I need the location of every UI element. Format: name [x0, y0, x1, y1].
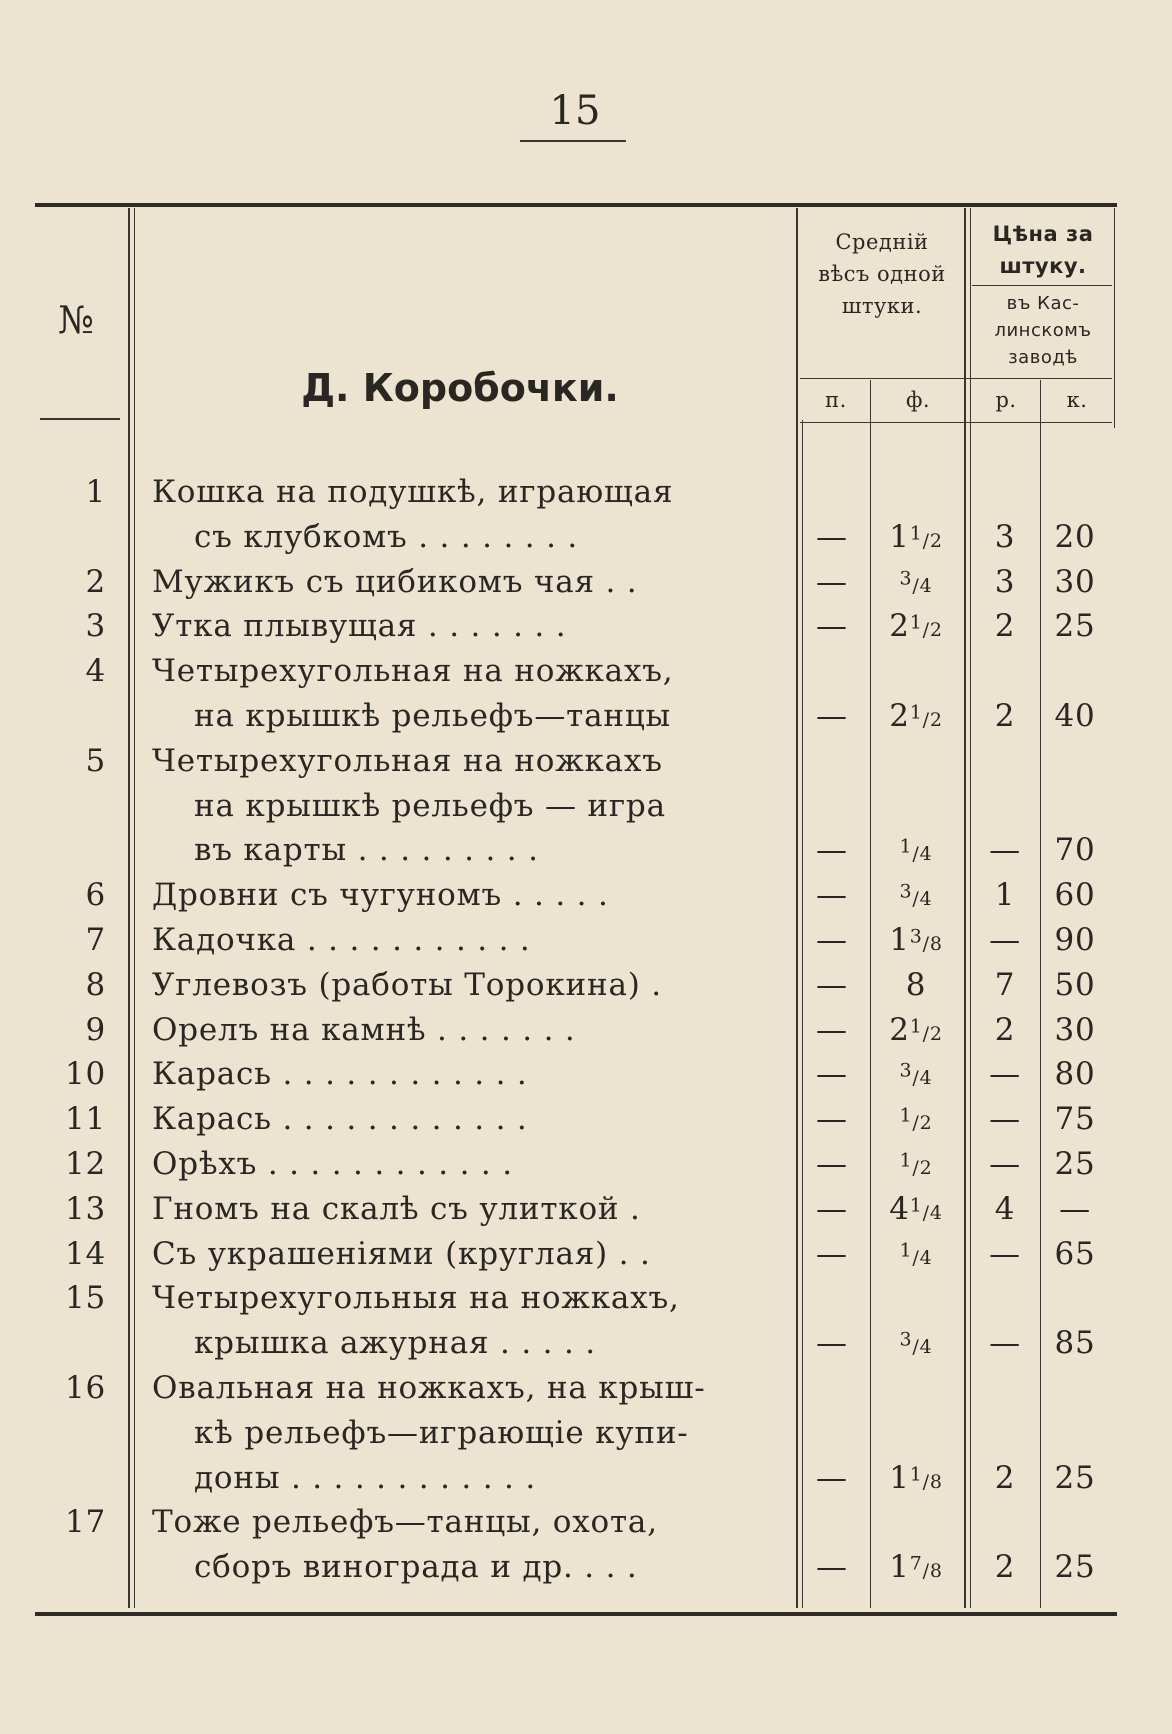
item-number: 8 — [85, 966, 106, 1003]
price-rubles: — — [989, 1325, 1021, 1362]
weight-pood: — — [816, 1235, 848, 1272]
weight-pood: — — [816, 1459, 848, 1496]
item-name: въ карты . . . . . . . . . — [194, 832, 539, 869]
header-rule-price-sub — [972, 285, 1112, 286]
item-name: сборъ винограда и др. . . . — [194, 1549, 638, 1586]
header-weight-line3: штуки. — [841, 294, 923, 318]
section-title: Д. Коробочки. — [301, 366, 619, 410]
item-name: Углевозъ (работы Торокина) . — [152, 966, 662, 1003]
header-number-underline — [40, 418, 120, 420]
table-row — [0, 1545, 1172, 1589]
header-price-sub3: заводѣ — [1008, 347, 1078, 368]
item-number: 12 — [64, 1146, 106, 1182]
price-rubles: 4 — [994, 1190, 1016, 1227]
weight-funt — [870, 832, 962, 868]
price-kopecks: 25 — [1054, 1549, 1096, 1586]
weight-pood: — — [816, 1101, 848, 1138]
item-name: Тоже рельефъ—танцы, охота, — [152, 1504, 658, 1541]
weight-funt: $2^1/2$ — [889, 608, 943, 645]
weight-fraction: $^1$/2 — [899, 1104, 933, 1135]
price-kopecks: 50 — [1054, 966, 1096, 1003]
price-kopecks: 30 — [1054, 563, 1096, 600]
item-name: Орелъ на камнѣ . . . . . . . — [152, 1011, 576, 1048]
item-number: 14 — [64, 1235, 106, 1272]
weight-funt — [870, 877, 962, 913]
header-rule-units-top — [800, 378, 1112, 379]
item-name: Гномъ на скалѣ съ улиткой . — [152, 1190, 641, 1227]
price-kopecks: 25 — [1054, 608, 1096, 645]
header-price-sub2: линскомъ — [994, 320, 1092, 341]
table-bottom-rule — [35, 1612, 1117, 1616]
weight-fraction: $^1$/2 — [909, 522, 943, 552]
weight-fraction: $^1$/4 — [909, 1194, 943, 1224]
price-kopecks: 65 — [1054, 1235, 1096, 1272]
weight-funt: 8 — [905, 966, 927, 1003]
weight-funt: $1^7/8$ — [889, 1549, 943, 1586]
item-name: Кошка на подушкѣ, играющая — [152, 474, 674, 510]
header-weight-line1: Средній — [835, 230, 929, 254]
weight-funt — [870, 564, 962, 600]
table-row — [0, 1321, 1172, 1365]
item-name: Съ украшеніями (круглая) . . — [152, 1235, 651, 1272]
price-rubles: — — [989, 1101, 1021, 1138]
weight-pood: — — [816, 1146, 848, 1182]
table-row — [0, 515, 1172, 559]
table-row — [0, 1276, 1172, 1320]
weight-fraction: $^3$/4 — [899, 1328, 933, 1359]
price-kopecks: 20 — [1054, 518, 1096, 555]
item-number: 4 — [85, 653, 106, 690]
header-unit-r: р. — [995, 388, 1017, 412]
weight-funt: $4^1/4$ — [889, 1190, 943, 1227]
item-number: 9 — [85, 1011, 106, 1048]
table-row — [0, 963, 1172, 1007]
page-number-underline — [520, 140, 626, 142]
price-kopecks: 70 — [1054, 832, 1096, 869]
price-rubles: 2 — [994, 608, 1016, 645]
header-rule-units-bottom — [800, 422, 1112, 423]
item-name: Четырехугольная на ножкахъ, — [152, 653, 674, 690]
price-kopecks: 25 — [1054, 1146, 1096, 1182]
weight-fraction: $^1$/2 — [909, 1015, 943, 1045]
table-row — [0, 873, 1172, 917]
item-number: 6 — [85, 877, 106, 914]
table-row — [0, 1187, 1172, 1231]
header-price-line1: Цѣна за — [992, 222, 1094, 246]
weight-funt — [870, 1236, 962, 1272]
item-number: 2 — [85, 563, 106, 600]
price-rubles: — — [989, 1146, 1021, 1182]
price-rubles: 1 — [994, 877, 1016, 914]
weight-funt — [870, 1056, 962, 1092]
header-price-sub1: въ Кас- — [1006, 293, 1080, 314]
table-row — [0, 1411, 1172, 1455]
item-name: Карась . . . . . . . . . . . . — [152, 1101, 528, 1138]
item-number: 1 — [85, 474, 106, 510]
price-rubles: 7 — [994, 966, 1016, 1003]
weight-pood: — — [816, 1549, 848, 1586]
weight-funt — [870, 1101, 962, 1137]
table-row — [0, 918, 1172, 962]
table-row — [0, 1052, 1172, 1096]
weight-fraction: $^7$/8 — [909, 1552, 943, 1583]
item-name: на крышкѣ рельефъ—танцы — [194, 698, 672, 734]
weight-fraction: $^1$/2 — [899, 1149, 933, 1179]
weight-funt: $2^1/2$ — [889, 698, 943, 734]
weight-pood: — — [816, 608, 848, 645]
table-row — [0, 1232, 1172, 1276]
price-kopecks: 30 — [1054, 1011, 1096, 1048]
price-rubles: 2 — [994, 1549, 1016, 1586]
weight-funt: $2^1/2$ — [889, 1011, 943, 1048]
price-kopecks: — — [1059, 1190, 1091, 1227]
item-number: 5 — [85, 742, 106, 779]
weight-pood: — — [816, 877, 848, 914]
item-name: Утка плывущая . . . . . . . — [152, 608, 567, 645]
weight-funt: $1^1/2$ — [889, 518, 943, 555]
price-kopecks: 80 — [1054, 1056, 1096, 1093]
price-rubles: — — [989, 832, 1021, 869]
header-price-sub — [972, 290, 1114, 371]
weight-funt: $1^3/8$ — [889, 922, 943, 958]
weight-fraction: $^1$/2 — [909, 612, 943, 642]
page-number: 15 — [549, 88, 601, 134]
price-kopecks: 85 — [1054, 1325, 1096, 1362]
item-number: 10 — [64, 1056, 106, 1093]
item-name: Мужикъ съ цибикомъ чая . . — [152, 563, 638, 600]
item-number: 3 — [85, 608, 106, 645]
weight-pood: — — [816, 563, 848, 600]
item-name: Четырехугольныя на ножкахъ, — [152, 1280, 680, 1317]
table-row — [0, 649, 1172, 693]
weight-fraction: $^3$/4 — [899, 567, 933, 597]
weight-funt — [870, 1146, 962, 1182]
item-name: съ клубкомъ . . . . . . . . — [194, 518, 579, 555]
weight-pood: — — [816, 1325, 848, 1362]
table-row — [0, 784, 1172, 828]
price-rubles: 2 — [994, 1011, 1016, 1048]
item-name: Четырехугольная на ножкахъ — [152, 742, 663, 779]
item-name: на крышкѣ рельефъ — игра — [194, 787, 666, 824]
item-name: Кадочка . . . . . . . . . . . — [152, 922, 531, 958]
header-weight-line2: вѣсъ одной — [818, 262, 946, 286]
item-number: 13 — [64, 1190, 106, 1227]
price-kopecks: 25 — [1054, 1459, 1096, 1496]
weight-funt: $1^1/8$ — [889, 1459, 943, 1496]
item-name: доны . . . . . . . . . . . . — [194, 1459, 536, 1496]
header-unit-f: ф. — [905, 388, 931, 412]
price-rubles: 3 — [994, 518, 1016, 555]
weight-fraction: $^3$/4 — [899, 1060, 933, 1090]
weight-pood: — — [816, 1056, 848, 1093]
price-rubles: 2 — [994, 1459, 1016, 1496]
table-row — [0, 1456, 1172, 1500]
price-kopecks: 75 — [1054, 1101, 1096, 1138]
weight-pood: — — [816, 966, 848, 1003]
table-row — [0, 470, 1172, 514]
item-name: кѣ рельефъ—играющіе купи- — [194, 1414, 689, 1451]
item-name: Орѣхъ . . . . . . . . . . . . — [152, 1146, 513, 1182]
header-price-line2: штуку. — [999, 254, 1087, 278]
table-row — [0, 1366, 1172, 1410]
header-weight — [800, 226, 964, 322]
price-kopecks: 90 — [1054, 922, 1096, 958]
item-number: 16 — [64, 1370, 106, 1406]
header-price — [972, 218, 1114, 282]
price-rubles: — — [989, 1235, 1021, 1272]
table-row — [0, 739, 1172, 783]
weight-fraction: $^1$/4 — [899, 1239, 933, 1269]
table-row — [0, 1008, 1172, 1052]
item-number: 15 — [64, 1280, 106, 1317]
weight-pood: — — [816, 1011, 848, 1048]
item-name: Дровни съ чугуномъ . . . . . — [152, 877, 609, 914]
item-name: крышка ажурная . . . . . — [194, 1325, 596, 1362]
weight-funt — [870, 1325, 962, 1361]
table-row — [0, 560, 1172, 604]
item-number: 7 — [85, 922, 106, 958]
weight-pood: — — [816, 1190, 848, 1227]
price-rubles: — — [989, 922, 1021, 958]
weight-pood: — — [816, 922, 848, 958]
header-number-sign: № — [58, 298, 94, 342]
table-row — [0, 828, 1172, 872]
price-rubles: 2 — [994, 698, 1016, 734]
table-row — [0, 1097, 1172, 1141]
table-row — [0, 604, 1172, 648]
price-rubles: 3 — [994, 563, 1016, 600]
header-unit-p: п. — [825, 388, 847, 412]
weight-fraction: $^1$/2 — [909, 701, 943, 731]
item-number: 11 — [64, 1101, 106, 1138]
table-top-rule — [35, 203, 1117, 207]
price-kopecks: 60 — [1054, 877, 1096, 914]
weight-pood: — — [816, 832, 848, 869]
weight-fraction: $^3$/8 — [909, 925, 943, 955]
col-line-right — [1114, 208, 1115, 428]
header-unit-k: к. — [1066, 388, 1088, 412]
table-row — [0, 1142, 1172, 1186]
weight-pood: — — [816, 698, 848, 734]
weight-pood: — — [816, 518, 848, 555]
item-name: Карась . . . . . . . . . . . . — [152, 1056, 528, 1093]
price-rubles: — — [989, 1056, 1021, 1093]
table-row — [0, 1500, 1172, 1544]
item-number: 17 — [64, 1504, 106, 1541]
weight-fraction: $^1$/8 — [909, 1463, 943, 1493]
price-kopecks: 40 — [1054, 698, 1096, 734]
table-row — [0, 694, 1172, 738]
weight-fraction: $^3$/4 — [899, 880, 933, 911]
item-name: Овальная на ножкахъ, на крыш- — [152, 1370, 706, 1406]
weight-fraction: $^1$/4 — [899, 836, 933, 866]
